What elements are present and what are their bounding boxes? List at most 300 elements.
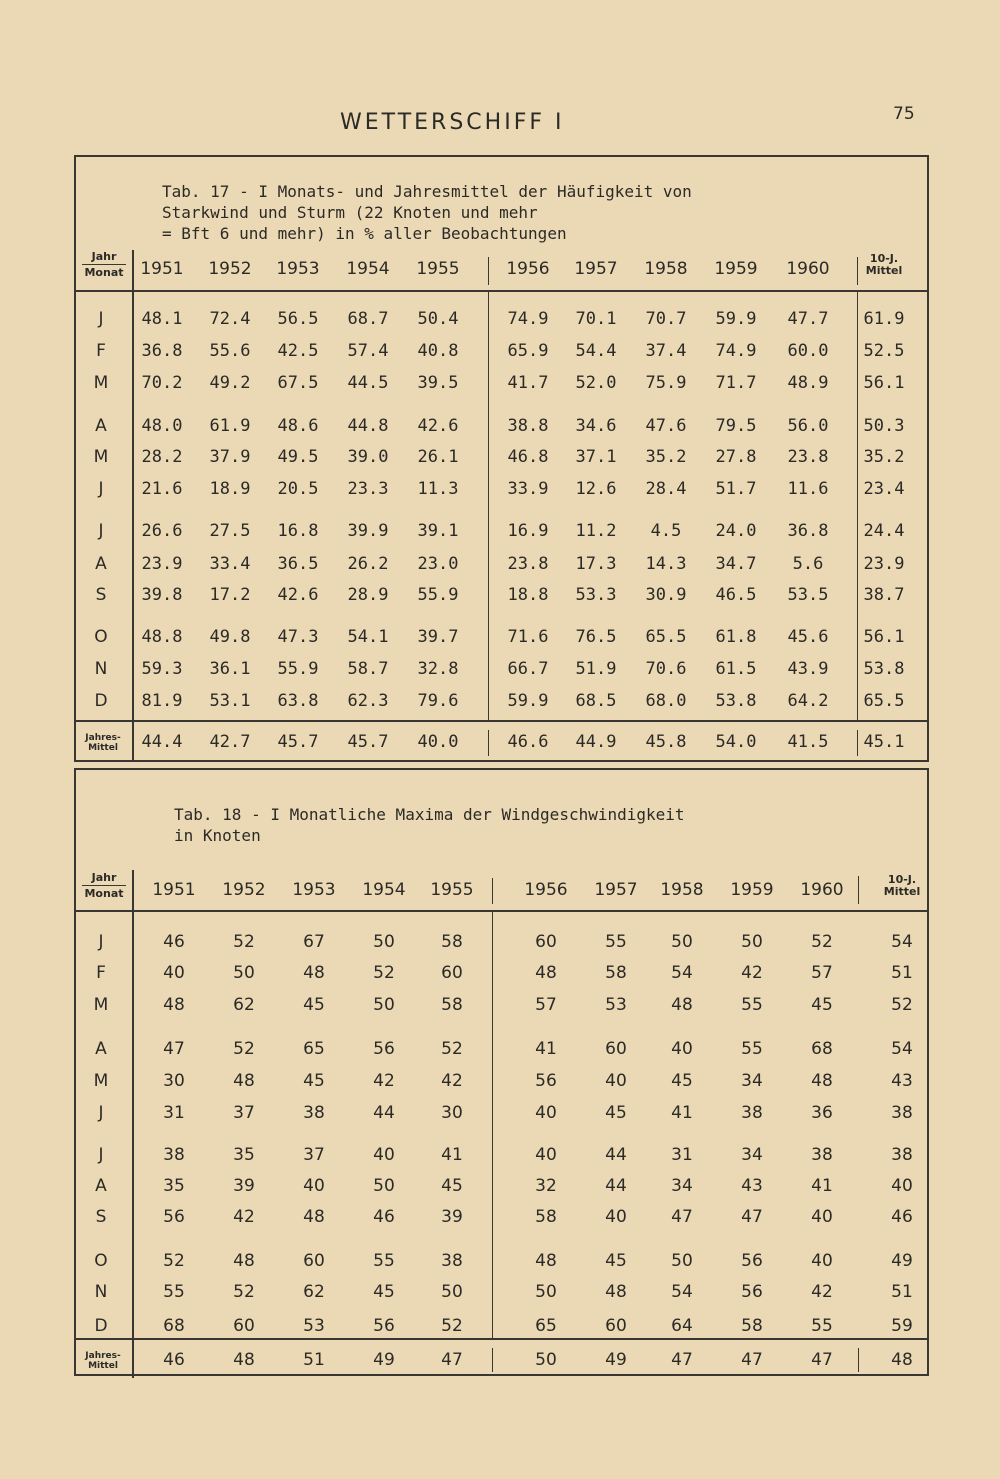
- table-cell: 23.0: [417, 554, 459, 574]
- year-header: 1958: [660, 880, 704, 900]
- table-cell: 70.2: [141, 373, 183, 393]
- annual-mean-cell: 40.0: [417, 732, 459, 752]
- table-cell: 23.8: [507, 554, 549, 574]
- table-cell: 41: [441, 1145, 463, 1165]
- month-label: O: [94, 627, 108, 647]
- table-cell: 27.5: [209, 521, 251, 541]
- table-cell: 68: [163, 1316, 185, 1336]
- table-cell: 60: [535, 932, 557, 952]
- table-cell: 50.4: [417, 309, 459, 329]
- table-cell: 55: [605, 932, 627, 952]
- table-cell: 60.0: [787, 341, 829, 361]
- table-cell: 34: [671, 1176, 693, 1196]
- jahr-label: Jahr: [82, 872, 126, 886]
- annual-mean-label: [80, 733, 126, 753]
- table-cell: 43: [741, 1176, 763, 1196]
- table-cell: 58: [441, 932, 463, 952]
- table-cell: 47.3: [277, 627, 319, 647]
- table-cell: 56: [741, 1251, 763, 1271]
- table-cell: 11.6: [787, 479, 829, 499]
- table-cell: 49.2: [209, 373, 251, 393]
- annual-mean-label: [80, 1351, 126, 1371]
- month-label: D: [94, 691, 108, 711]
- table-cell: 65: [535, 1316, 557, 1336]
- annual-mean-cell: 48: [233, 1350, 255, 1370]
- table-cell: 52: [373, 963, 395, 983]
- table-cell: 17.3: [575, 554, 617, 574]
- mittel-header-line: 10-J.: [887, 873, 917, 886]
- table-cell: 68.7: [347, 309, 389, 329]
- table-cell: 24.4: [863, 521, 905, 541]
- table-cell: 68.0: [645, 691, 687, 711]
- table-cell: 60: [233, 1316, 255, 1336]
- table-cell: 65: [303, 1039, 325, 1059]
- table-cell: 50: [233, 963, 255, 983]
- month-label: F: [96, 341, 106, 361]
- table-cell: 12.6: [575, 479, 617, 499]
- table-cell: 40: [811, 1251, 833, 1271]
- table-cell: 34: [741, 1145, 763, 1165]
- table-cell: 45.6: [787, 627, 829, 647]
- table-cell: 61.8: [715, 627, 757, 647]
- table-cell: 48: [671, 995, 693, 1015]
- annual-mean-cell: 45.8: [645, 732, 687, 752]
- table-cell: 56: [535, 1071, 557, 1091]
- table-cell: 39.0: [347, 447, 389, 467]
- table-cell: 17.2: [209, 585, 251, 605]
- table-cell: 36.8: [141, 341, 183, 361]
- month-label: N: [94, 659, 108, 679]
- table-cell: 31: [671, 1145, 693, 1165]
- year-header: 1952: [222, 880, 266, 900]
- annual-mean-cell: 48: [891, 1350, 913, 1370]
- table-cell: 43: [891, 1071, 913, 1091]
- table-cell: 40: [811, 1207, 833, 1227]
- annual-label-line: Mittel: [88, 1361, 118, 1371]
- table-cell: 70.7: [645, 309, 687, 329]
- table-cell: 54: [671, 963, 693, 983]
- table-cell: 47: [741, 1207, 763, 1227]
- table-cell: 37.9: [209, 447, 251, 467]
- month-label: O: [94, 1251, 108, 1271]
- table-cell: 74.9: [715, 341, 757, 361]
- table-cell: 59.9: [507, 691, 549, 711]
- year-header: 1955: [430, 880, 474, 900]
- table-cell: 23.4: [863, 479, 905, 499]
- table-cell: 45: [303, 1071, 325, 1091]
- table-cell: 50: [373, 1176, 395, 1196]
- caption-line: = Bft 6 und mehr) in % aller Beobachtungen: [162, 224, 567, 243]
- table-cell: 42.6: [417, 416, 459, 436]
- table-cell: 62: [303, 1282, 325, 1302]
- table-cell: 56: [373, 1039, 395, 1059]
- table-cell: 30: [163, 1071, 185, 1091]
- annual-mean-cell: 51: [303, 1350, 325, 1370]
- table-cell: 48.0: [141, 416, 183, 436]
- page-number: 75: [893, 104, 915, 124]
- table-cell: 21.6: [141, 479, 183, 499]
- mittel-header-line: Mittel: [883, 885, 921, 898]
- month-label: D: [94, 1316, 108, 1336]
- table-cell: 55: [163, 1282, 185, 1302]
- divider: [492, 1348, 493, 1372]
- table-cell: 68.5: [575, 691, 617, 711]
- table-cell: 53.1: [209, 691, 251, 711]
- table-cell: 46: [891, 1207, 913, 1227]
- month-label: M: [93, 447, 109, 467]
- annual-mean-cell: 45.7: [277, 732, 319, 752]
- table-cell: 39.9: [347, 521, 389, 541]
- table-cell: 54: [891, 1039, 913, 1059]
- table-cell: 38: [891, 1145, 913, 1165]
- caption-line: Tab. 17 - I Monats- und Jahresmittel der Häufigkeit von: [162, 182, 692, 201]
- table-cell: 45: [605, 1103, 627, 1123]
- table-cell: 60: [605, 1316, 627, 1336]
- jahr-monat-header: [82, 872, 126, 900]
- caption-line: in Knoten: [174, 826, 261, 845]
- table-cell: 23.3: [347, 479, 389, 499]
- table-cell: 42: [811, 1282, 833, 1302]
- table-cell: 38: [741, 1103, 763, 1123]
- divider: [488, 730, 489, 756]
- table-cell: 48: [163, 995, 185, 1015]
- table-cell: 11.2: [575, 521, 617, 541]
- table-cell: 40.8: [417, 341, 459, 361]
- annual-mean-cell: 50: [535, 1350, 557, 1370]
- table-cell: 52: [163, 1251, 185, 1271]
- table-cell: 49.5: [277, 447, 319, 467]
- table-cell: 58: [605, 963, 627, 983]
- table-cell: 47.7: [787, 309, 829, 329]
- table-cell: 48.9: [787, 373, 829, 393]
- table-cell: 79.6: [417, 691, 459, 711]
- table-cell: 32.8: [417, 659, 459, 679]
- year-header: 1954: [362, 880, 406, 900]
- table-cell: 28.2: [141, 447, 183, 467]
- month-label: A: [95, 554, 107, 574]
- table-cell: 61.5: [715, 659, 757, 679]
- table-cell: 47.6: [645, 416, 687, 436]
- table-cell: 51: [891, 963, 913, 983]
- table-cell: 27.8: [715, 447, 757, 467]
- table-cell: 44: [373, 1103, 395, 1123]
- month-label: M: [93, 1071, 109, 1091]
- table-cell: 40: [605, 1207, 627, 1227]
- year-header: 1957: [594, 880, 638, 900]
- year-header: 1954: [346, 259, 390, 279]
- table-cell: 34: [741, 1071, 763, 1091]
- table-cell: 59.3: [141, 659, 183, 679]
- table-cell: 48.8: [141, 627, 183, 647]
- table-cell: 53: [605, 995, 627, 1015]
- annual-mean-cell: 47: [671, 1350, 693, 1370]
- table-cell: 59.9: [715, 309, 757, 329]
- annual-mean-cell: 47: [441, 1350, 463, 1370]
- table-cell: 16.9: [507, 521, 549, 541]
- year-header: 1958: [644, 259, 688, 279]
- table-cell: 75.9: [645, 373, 687, 393]
- table-cell: 38: [811, 1145, 833, 1165]
- table-cell: 71.7: [715, 373, 757, 393]
- year-header: 1951: [152, 880, 196, 900]
- table-cell: 42.6: [277, 585, 319, 605]
- table-cell: 56: [163, 1207, 185, 1227]
- table-cell: 50: [741, 932, 763, 952]
- table-cell: 81.9: [141, 691, 183, 711]
- caption-line: Tab. 18 - I Monatliche Maxima der Windgeschwindigkeit: [174, 805, 685, 824]
- table-cell: 45: [441, 1176, 463, 1196]
- table-cell: 41: [535, 1039, 557, 1059]
- month-label: N: [94, 1282, 108, 1302]
- table-cell: 65.9: [507, 341, 549, 361]
- divider: [76, 720, 927, 722]
- table-cell: 56.1: [863, 373, 905, 393]
- monat-label: Monat: [84, 887, 124, 900]
- table-cell: 74.9: [507, 309, 549, 329]
- table-cell: 42.5: [277, 341, 319, 361]
- table-cell: 46: [163, 932, 185, 952]
- table-cell: 48: [605, 1282, 627, 1302]
- table-cell: 26.1: [417, 447, 459, 467]
- divider: [76, 290, 927, 292]
- table-cell: 40: [535, 1103, 557, 1123]
- year-header: 1959: [730, 880, 774, 900]
- table-cell: 39.5: [417, 373, 459, 393]
- caption-line: Starkwind und Sturm (22 Knoten und mehr: [162, 203, 538, 222]
- table-cell: 35.2: [645, 447, 687, 467]
- table-cell: 38: [163, 1145, 185, 1165]
- table-cell: 54: [891, 932, 913, 952]
- table-cell: 34.7: [715, 554, 757, 574]
- table-cell: 46.8: [507, 447, 549, 467]
- table-cell: 39.7: [417, 627, 459, 647]
- table-cell: 44.5: [347, 373, 389, 393]
- year-header: 1955: [416, 259, 460, 279]
- table-cell: 39.1: [417, 521, 459, 541]
- table-cell: 52: [441, 1039, 463, 1059]
- table-18-caption: [174, 804, 685, 846]
- table-cell: 48.1: [141, 309, 183, 329]
- table-cell: 56: [373, 1316, 395, 1336]
- table-cell: 40: [373, 1145, 395, 1165]
- table-cell: 24.0: [715, 521, 757, 541]
- table-cell: 50: [535, 1282, 557, 1302]
- table-cell: 42: [441, 1071, 463, 1091]
- annual-label-line: Jahres-: [85, 1351, 121, 1361]
- divider: [488, 290, 489, 720]
- table-cell: 49.8: [209, 627, 251, 647]
- table-cell: 55.9: [417, 585, 459, 605]
- table-cell: 64: [671, 1316, 693, 1336]
- divider: [492, 878, 493, 904]
- month-label: A: [95, 1039, 107, 1059]
- table-cell: 50.3: [863, 416, 905, 436]
- table-cell: 76.5: [575, 627, 617, 647]
- table-cell: 40: [891, 1176, 913, 1196]
- table-18: [74, 768, 929, 1376]
- table-cell: 58: [441, 995, 463, 1015]
- jahr-label: Jahr: [82, 251, 126, 265]
- table-cell: 53.8: [715, 691, 757, 711]
- table-cell: 36: [811, 1103, 833, 1123]
- table-cell: 57.4: [347, 341, 389, 361]
- page-title: WETTERSCHIFF I: [340, 110, 565, 135]
- month-label: F: [96, 963, 106, 983]
- year-header: 1960: [786, 259, 830, 279]
- table-cell: 52: [441, 1316, 463, 1336]
- table-cell: 52: [811, 932, 833, 952]
- table-17-caption: [162, 181, 692, 244]
- table-cell: 38: [891, 1103, 913, 1123]
- table-cell: 35.2: [863, 447, 905, 467]
- annual-mean-cell: 54.0: [715, 732, 757, 752]
- table-cell: 55.6: [209, 341, 251, 361]
- table-cell: 39.8: [141, 585, 183, 605]
- table-cell: 39: [233, 1176, 255, 1196]
- table-cell: 45: [671, 1071, 693, 1091]
- table-cell: 53.5: [787, 585, 829, 605]
- table-cell: 48: [535, 1251, 557, 1271]
- table-cell: 5.6: [792, 554, 824, 574]
- year-header: 1956: [506, 259, 550, 279]
- annual-mean-cell: 49: [605, 1350, 627, 1370]
- annual-mean-cell: 46: [163, 1350, 185, 1370]
- table-cell: 45: [303, 995, 325, 1015]
- table-cell: 62: [233, 995, 255, 1015]
- divider: [76, 910, 927, 912]
- year-header: 1951: [140, 259, 184, 279]
- table-cell: 23.9: [863, 554, 905, 574]
- table-cell: 54: [671, 1282, 693, 1302]
- table-cell: 46.5: [715, 585, 757, 605]
- table-cell: 43.9: [787, 659, 829, 679]
- table-cell: 23.9: [141, 554, 183, 574]
- table-cell: 50: [441, 1282, 463, 1302]
- divider: [858, 1348, 859, 1372]
- table-cell: 47: [671, 1207, 693, 1227]
- table-cell: 34.6: [575, 416, 617, 436]
- month-label: S: [95, 1207, 107, 1227]
- table-cell: 71.6: [507, 627, 549, 647]
- year-header: 1957: [574, 259, 618, 279]
- table-cell: 59: [891, 1316, 913, 1336]
- table-cell: 51.9: [575, 659, 617, 679]
- divider: [488, 257, 489, 285]
- table-cell: 37: [233, 1103, 255, 1123]
- table-cell: 40: [163, 963, 185, 983]
- table-cell: 65.5: [863, 691, 905, 711]
- year-header: 1952: [208, 259, 252, 279]
- table-cell: 48: [303, 963, 325, 983]
- table-cell: 61.9: [863, 309, 905, 329]
- table-cell: 70.6: [645, 659, 687, 679]
- table-cell: 63.8: [277, 691, 319, 711]
- table-cell: 68: [811, 1039, 833, 1059]
- table-cell: 37.1: [575, 447, 617, 467]
- table-cell: 67: [303, 932, 325, 952]
- table-cell: 56.1: [863, 627, 905, 647]
- table-cell: 56: [741, 1282, 763, 1302]
- divider: [132, 870, 134, 1378]
- table-cell: 51: [891, 1282, 913, 1302]
- month-label: M: [93, 373, 109, 393]
- month-label: J: [98, 309, 104, 329]
- table-cell: 61.9: [209, 416, 251, 436]
- annual-mean-cell: 42.7: [209, 732, 251, 752]
- table-cell: 52.0: [575, 373, 617, 393]
- table-cell: 40: [303, 1176, 325, 1196]
- annual-mean-cell: 49: [373, 1350, 395, 1370]
- table-cell: 28.4: [645, 479, 687, 499]
- table-cell: 57: [535, 995, 557, 1015]
- table-cell: 52.5: [863, 341, 905, 361]
- table-cell: 52: [233, 932, 255, 952]
- table-cell: 58.7: [347, 659, 389, 679]
- table-cell: 55: [811, 1316, 833, 1336]
- table-cell: 38.8: [507, 416, 549, 436]
- table-cell: 48: [303, 1207, 325, 1227]
- table-cell: 44: [605, 1176, 627, 1196]
- table-cell: 53: [303, 1316, 325, 1336]
- table-cell: 40: [535, 1145, 557, 1165]
- month-label: A: [95, 1176, 107, 1196]
- month-label: A: [95, 416, 107, 436]
- table-cell: 50: [373, 995, 395, 1015]
- table-cell: 44: [605, 1145, 627, 1165]
- ten-year-mean-header: [854, 253, 914, 277]
- table-cell: 42: [373, 1071, 395, 1091]
- annual-label-line: Jahres-: [85, 733, 121, 743]
- month-label: J: [98, 479, 104, 499]
- table-cell: 45: [373, 1282, 395, 1302]
- table-cell: 47: [163, 1039, 185, 1059]
- table-cell: 14.3: [645, 554, 687, 574]
- table-cell: 55: [741, 995, 763, 1015]
- table-cell: 64.2: [787, 691, 829, 711]
- table-cell: 36.5: [277, 554, 319, 574]
- table-cell: 79.5: [715, 416, 757, 436]
- table-cell: 52: [891, 995, 913, 1015]
- month-label: M: [93, 995, 109, 1015]
- divider: [76, 1338, 927, 1340]
- table-cell: 26.2: [347, 554, 389, 574]
- annual-label-line: Mittel: [88, 743, 118, 753]
- annual-mean-cell: 45.7: [347, 732, 389, 752]
- table-cell: 18.9: [209, 479, 251, 499]
- table-cell: 23.8: [787, 447, 829, 467]
- monat-label: Monat: [84, 266, 124, 279]
- table-cell: 57: [811, 963, 833, 983]
- table-cell: 35: [163, 1176, 185, 1196]
- table-cell: 38: [303, 1103, 325, 1123]
- table-cell: 56.0: [787, 416, 829, 436]
- table-cell: 39: [441, 1207, 463, 1227]
- table-cell: 37: [303, 1145, 325, 1165]
- table-cell: 54.4: [575, 341, 617, 361]
- mittel-header-line: Mittel: [865, 264, 903, 277]
- month-label: S: [95, 585, 107, 605]
- annual-mean-cell: 46.6: [507, 732, 549, 752]
- table-cell: 58: [535, 1207, 557, 1227]
- table-cell: 18.8: [507, 585, 549, 605]
- table-cell: 67.5: [277, 373, 319, 393]
- table-cell: 32: [535, 1176, 557, 1196]
- table-cell: 55.9: [277, 659, 319, 679]
- table-cell: 45: [605, 1251, 627, 1271]
- table-cell: 42: [233, 1207, 255, 1227]
- table-cell: 41: [811, 1176, 833, 1196]
- ten-year-mean-header: [872, 874, 932, 898]
